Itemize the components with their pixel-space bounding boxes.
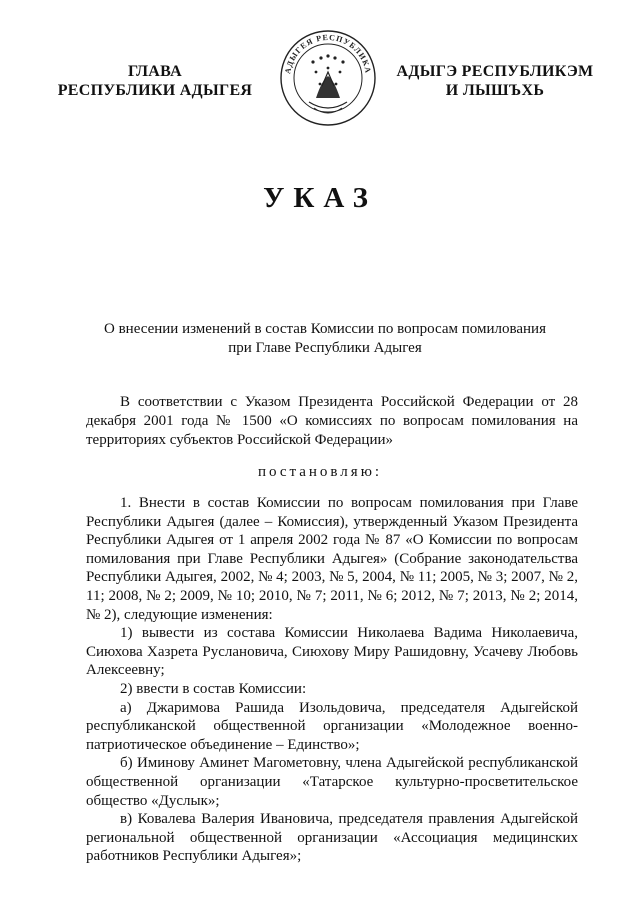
- header-right-line2: И ЛЫШЪХЬ: [445, 82, 545, 99]
- paragraph-member-a: а) Джаримова Рашида Изольдовича, председателя Адыгейской республиканской общественной организации «Молодежное военно-патриотическое объединение – Единство»;: [86, 699, 578, 753]
- paragraph-member-b: б) Иминову Аминет Магометовну, члена Адыгейской республиканской общественной организации «Татарское культурно-просветительское общество «Дуслык»;: [86, 755, 578, 809]
- subject-line1: О внесении изменений в состав Комиссии по вопросам помилования: [104, 321, 546, 337]
- paragraph-item-1: 1. Внести в состав Комиссии по вопросам помилования при Главе Республики Адыгея (далее – Комиссия), утвержденный Указом Президента Республики Адыгея от 1 апреля 2002 года № 87 «О Комиссии по вопросам помилования при Главе Республики Адыгея» (Собрание законодательства Республики Адыгея, 2002, № 4; 2003, № 5, 2004, № 11; 2005, № 3; 2007, № 2, 11; 2008, № 2; 2009, № 10; 2010, № 7; 2011, № 6; 2012, № 7; 2013, № 2; 2014, № 2), следующие изменения:: [86, 495, 578, 623]
- paragraph-member-c: в) Ковалева Валерия Ивановича, председателя правления Адыгейской региональной общественной организации «Ассоциация медицинских работников Республики Адыгея»;: [86, 811, 578, 865]
- decree-word: постановляю:: [257, 464, 383, 480]
- preamble-paragraph: В соответствии с Указом Президента Российской Федерации от 28 декабря 2001 года № 1500 «О комиссиях по вопросам помилования на территориях субъектов Российской Федерации»: [86, 394, 578, 448]
- emblem-lettering: АДЫГЕЯ РЕСПУБЛИКА: [283, 32, 373, 75]
- paragraph-add-members: 2) ввести в состав Комиссии:: [120, 680, 307, 697]
- header-left-line2: РЕСПУБЛИКИ АДЫГЕЯ: [57, 82, 253, 99]
- paragraph-remove-members: 1) вывести из состава Комиссии Николаева Вадима Николаевича, Сиюхова Хазрета Руслановича, Сиюхову Миру Рашидовну, Усачеву Любовь Алексеевну;: [86, 625, 578, 679]
- header-left: [40, 62, 270, 100]
- header-right-line1: АДЫГЭ РЕСПУБЛИКЭМ: [396, 63, 594, 80]
- document-title: УКАЗ: [263, 182, 377, 214]
- document-subject: [60, 320, 590, 358]
- subject-line2: при Главе Республики Адыгея: [228, 340, 422, 356]
- header-left-line1: ГЛАВА: [128, 63, 182, 80]
- coat-of-arms-emblem: [276, 28, 380, 128]
- decree-body: [86, 494, 578, 866]
- header-right: [390, 62, 600, 100]
